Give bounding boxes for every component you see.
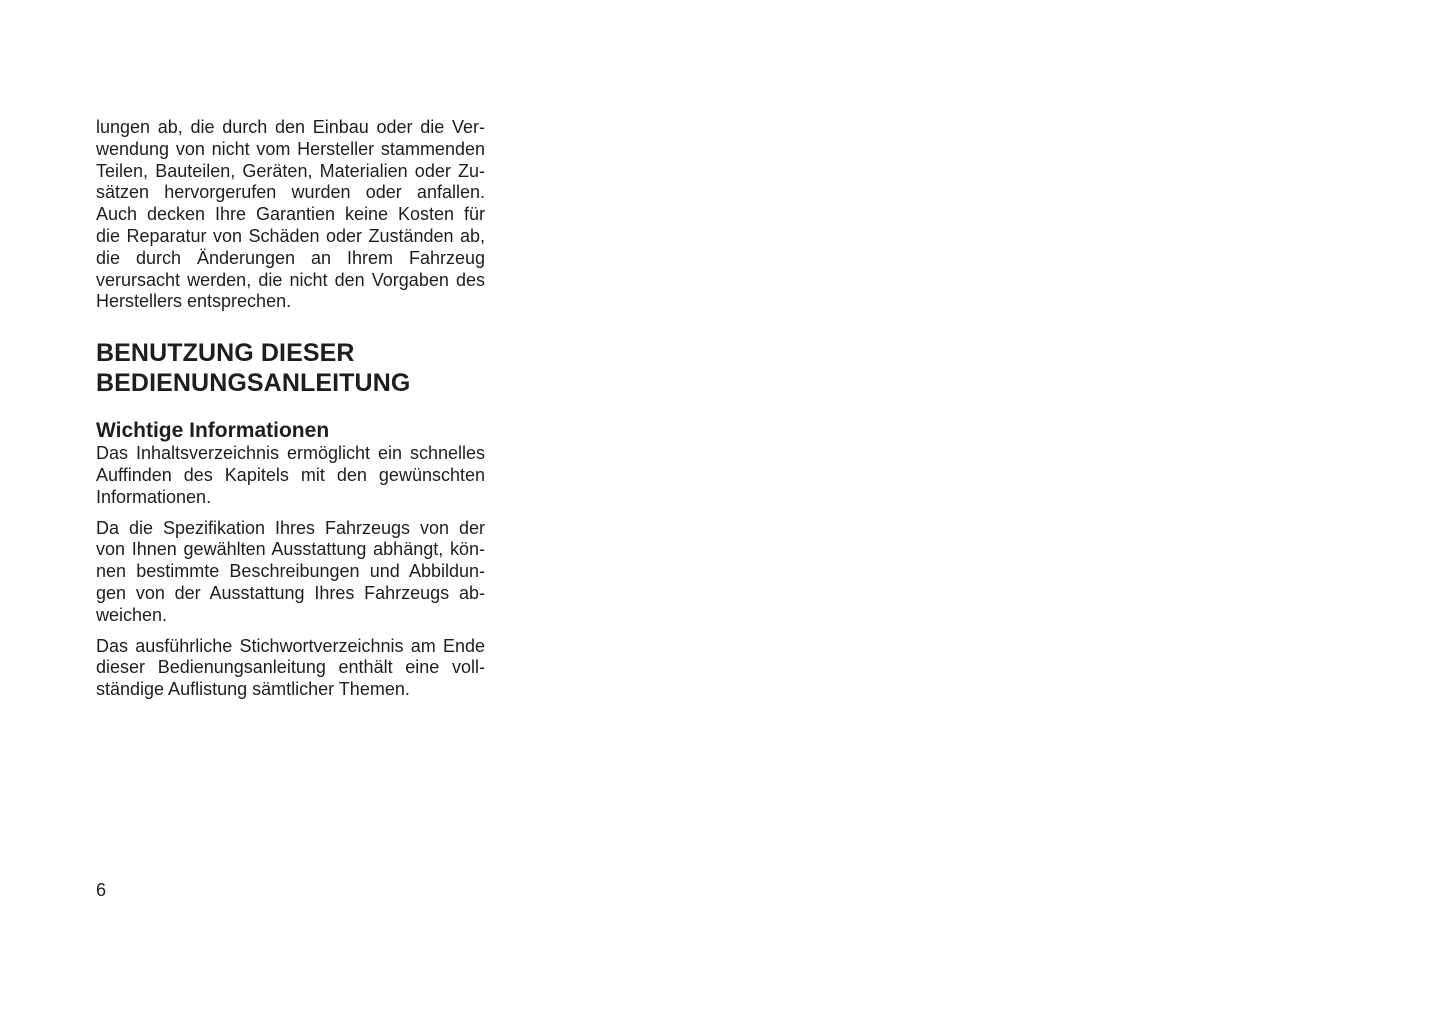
paragraph-table-of-contents (96, 443, 485, 508)
intro-line: wendung von nicht vom Hersteller stammenden (96, 138, 485, 159)
paragraph-line: Das Inhaltsverzeichnis ermöglicht ein schnelles (96, 443, 485, 464)
paragraph-line: Informationen. (96, 486, 212, 507)
paragraph-specification (96, 518, 485, 627)
paragraph-line: dieser Bedienungsanleitung enthält eine voll- (96, 657, 485, 678)
paragraph-line: ständige Auflistung sämtlicher Themen. (96, 679, 410, 700)
paragraph-line: nen bestimmte Beschreibungen und Abbildun- (96, 561, 485, 582)
paragraph-line: Da die Spezifikation Ihres Fahrzeugs von der (96, 517, 485, 538)
intro-line: verursacht werden, die nicht den Vorgaben des (96, 269, 485, 290)
section-heading-line: BEDIENUNGSANLEITUNG (96, 369, 411, 398)
page-number: 6 (96, 880, 107, 900)
intro-line: Herstellers entsprechen. (96, 291, 292, 312)
text-column (96, 117, 485, 701)
section-heading (96, 338, 485, 398)
intro-line: lungen ab, die durch den Einbau oder die Ver- (96, 117, 485, 137)
paragraph-line: Auffinden des Kapitels mit den gewünschten (96, 464, 485, 485)
intro-line: Auch decken Ihre Garantien keine Kosten für (96, 204, 485, 225)
intro-line: die durch Änderungen an Ihrem Fahrzeug (96, 247, 485, 268)
subheading: Wichtige Informationen (96, 419, 330, 443)
intro-line: sätzen hervorgerufen wurden oder anfallen. (96, 182, 485, 203)
intro-line: die Reparatur von Schäden oder Zuständen ab, (96, 225, 485, 246)
intro-line: Teilen, Bauteilen, Geräten, Materialien oder Zu- (96, 160, 485, 181)
paragraph-line: weichen. (96, 604, 168, 625)
section-heading-line: BENUTZUNG DIESER (96, 339, 355, 368)
paragraph-line: von Ihnen gewählten Ausstattung abhängt, kön- (96, 539, 485, 560)
paragraph-line: Das ausführliche Stichwortverzeichnis am Ende (96, 635, 485, 656)
paragraph-line: gen von der Ausstattung Ihres Fahrzeugs ab- (96, 582, 485, 603)
paragraph-index (96, 636, 485, 701)
intro-paragraph (96, 117, 485, 313)
